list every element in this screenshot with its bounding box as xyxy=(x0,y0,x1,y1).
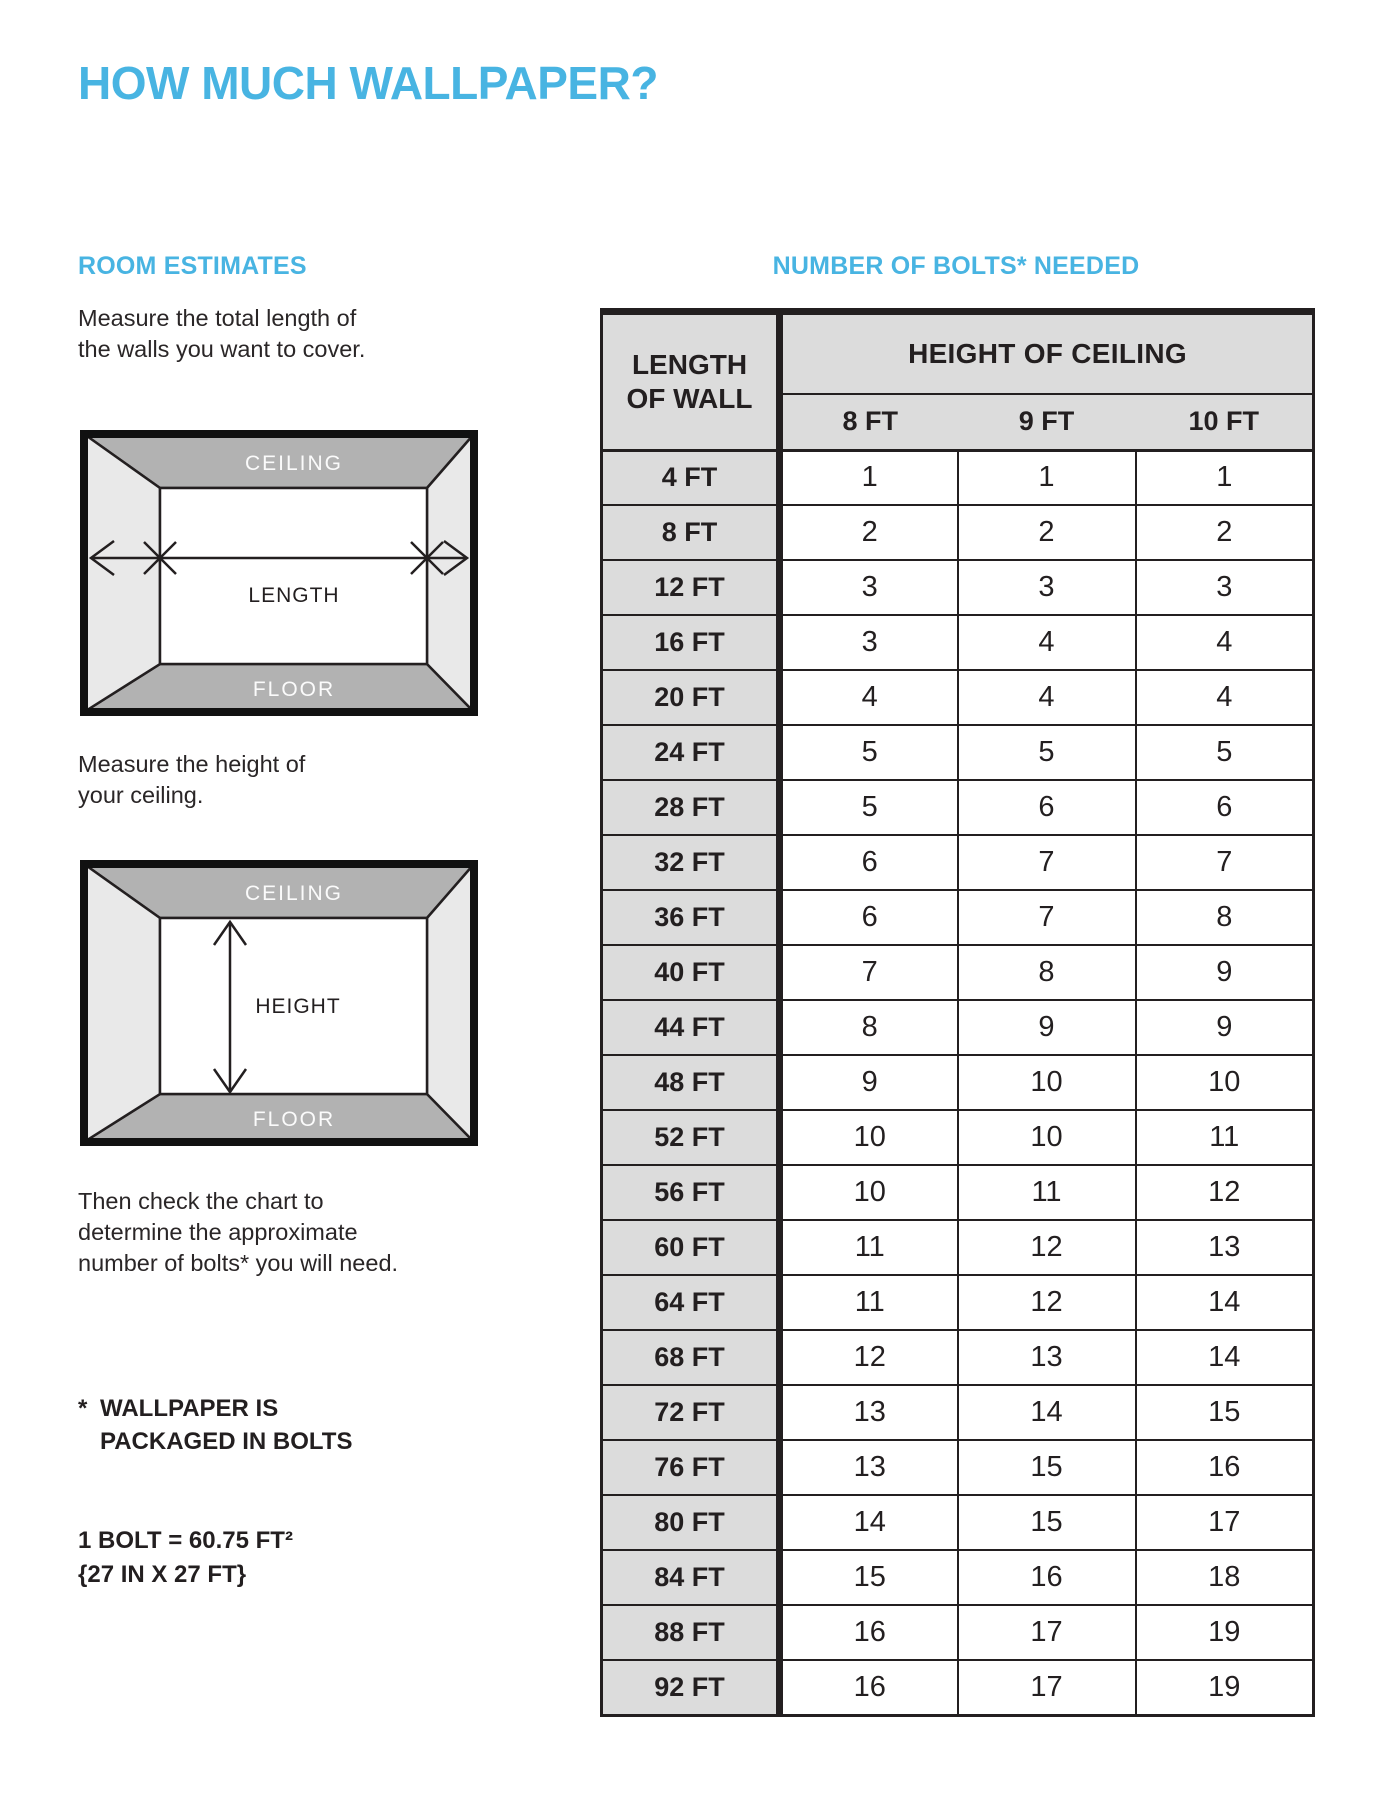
bolt-count-cell: 7 xyxy=(780,945,958,1000)
bolt-count-cell: 1 xyxy=(780,450,958,505)
wall-length-cell: 92 FT xyxy=(602,1660,780,1715)
footnote-line1: WALLPAPER IS xyxy=(100,1395,279,1422)
instruction-length xyxy=(78,303,365,365)
wall-length-cell: 72 FT xyxy=(602,1385,780,1440)
bolt-count-cell: 16 xyxy=(1136,1440,1314,1495)
bolts-needed-heading: NUMBER OF BOLTS* NEEDED xyxy=(772,252,1140,280)
bolt-count-cell: 10 xyxy=(958,1055,1136,1110)
bolt-count-cell: 18 xyxy=(1136,1550,1314,1605)
table-row xyxy=(602,615,1314,670)
wall-length-cell: 40 FT xyxy=(602,945,780,1000)
bolt-count-cell: 19 xyxy=(1136,1605,1314,1660)
bolt-count-cell: 6 xyxy=(958,780,1136,835)
asterisk: * xyxy=(78,1395,88,1422)
room-estimates-heading: ROOM ESTIMATES xyxy=(78,252,307,280)
wall-length-cell: 28 FT xyxy=(602,780,780,835)
ceiling-label: CEILING xyxy=(244,452,344,475)
bolt-count-cell: 19 xyxy=(1136,1660,1314,1715)
bolt-count-cell: 12 xyxy=(958,1275,1136,1330)
bolt-definition-line1: 1 BOLT = 60.75 FT² xyxy=(78,1527,293,1554)
bolt-count-cell: 7 xyxy=(958,890,1136,945)
bolts-table xyxy=(600,308,1315,1717)
table-row xyxy=(602,670,1314,725)
table-row xyxy=(602,560,1314,615)
height-label: HEIGHT xyxy=(255,995,341,1018)
table-row xyxy=(602,835,1314,890)
bolt-count-cell: 13 xyxy=(780,1440,958,1495)
bolt-count-cell: 11 xyxy=(1136,1110,1314,1165)
wall-length-cell: 52 FT xyxy=(602,1110,780,1165)
bolt-count-cell: 4 xyxy=(780,670,958,725)
floor-label: FLOOR xyxy=(252,678,336,701)
bolt-count-cell: 12 xyxy=(958,1220,1136,1275)
table-row xyxy=(602,1330,1314,1385)
bolt-count-cell: 13 xyxy=(1136,1220,1314,1275)
bolt-count-cell: 15 xyxy=(958,1495,1136,1550)
bolt-count-cell: 11 xyxy=(958,1165,1136,1220)
wall-length-cell: 12 FT xyxy=(602,560,780,615)
bolt-count-cell: 2 xyxy=(780,505,958,560)
instruction-height-line2: your ceiling. xyxy=(78,782,204,808)
table-row xyxy=(602,1000,1314,1055)
bolt-count-cell: 9 xyxy=(1136,945,1314,1000)
room-height-diagram xyxy=(80,860,478,1146)
bolt-count-cell: 11 xyxy=(780,1220,958,1275)
wall-length-cell: 64 FT xyxy=(602,1275,780,1330)
back-wall xyxy=(160,488,427,664)
instruction-height xyxy=(78,749,305,811)
bolt-count-cell: 8 xyxy=(1136,890,1314,945)
wall-length-cell: 4 FT xyxy=(602,450,780,505)
bolt-count-cell: 8 xyxy=(958,945,1136,1000)
instruction-chart-line1: Then check the chart to xyxy=(78,1188,324,1214)
bolt-count-cell: 11 xyxy=(780,1275,958,1330)
length-of-wall-line1: LENGTH xyxy=(631,348,748,380)
wall-length-cell: 32 FT xyxy=(602,835,780,890)
table-row xyxy=(602,1605,1314,1660)
bolt-count-cell: 14 xyxy=(780,1495,958,1550)
wall-length-cell: 48 FT xyxy=(602,1055,780,1110)
length-label: LENGTH xyxy=(248,584,340,607)
bolt-count-cell: 16 xyxy=(958,1550,1136,1605)
bolt-count-cell: 3 xyxy=(780,615,958,670)
table-row xyxy=(602,1660,1314,1715)
bolt-count-cell: 6 xyxy=(780,835,958,890)
bolt-count-cell: 3 xyxy=(958,560,1136,615)
bolt-count-cell: 12 xyxy=(780,1330,958,1385)
bolt-count-cell: 4 xyxy=(1136,670,1314,725)
wall-length-cell: 44 FT xyxy=(602,1000,780,1055)
instruction-length-line2: the walls you want to cover. xyxy=(78,336,366,362)
bolt-definition xyxy=(78,1524,293,1592)
table-row xyxy=(602,450,1314,505)
table-row xyxy=(602,1385,1314,1440)
bolt-count-cell: 17 xyxy=(1136,1495,1314,1550)
wall-length-cell: 16 FT xyxy=(602,615,780,670)
bolt-count-cell: 17 xyxy=(958,1605,1136,1660)
bolt-count-cell: 15 xyxy=(958,1440,1136,1495)
bolt-count-cell: 5 xyxy=(958,725,1136,780)
table-row xyxy=(602,945,1314,1000)
bolt-count-cell: 14 xyxy=(1136,1330,1314,1385)
bolt-count-cell: 8 xyxy=(780,1000,958,1055)
bolt-count-cell: 6 xyxy=(1136,780,1314,835)
wall-length-cell: 56 FT xyxy=(602,1165,780,1220)
instruction-chart xyxy=(78,1186,398,1279)
instruction-chart-line2: determine the approximate xyxy=(78,1219,358,1245)
bolt-definition-line2: {27 IN X 27 FT} xyxy=(78,1561,247,1588)
bolt-count-cell: 5 xyxy=(780,780,958,835)
bolt-count-cell: 3 xyxy=(780,560,958,615)
bolt-count-cell: 1 xyxy=(958,450,1136,505)
wall-length-cell: 80 FT xyxy=(602,1495,780,1550)
wall-length-cell: 60 FT xyxy=(602,1220,780,1275)
bolt-count-cell: 9 xyxy=(1136,1000,1314,1055)
bolt-count-cell: 13 xyxy=(780,1385,958,1440)
bolt-count-cell: 5 xyxy=(780,725,958,780)
table-row xyxy=(602,1440,1314,1495)
bolt-count-cell: 7 xyxy=(958,835,1136,890)
bolt-count-cell: 12 xyxy=(1136,1165,1314,1220)
wall-length-cell: 24 FT xyxy=(602,725,780,780)
wall-length-cell: 76 FT xyxy=(602,1440,780,1495)
bolt-count-cell: 14 xyxy=(958,1385,1136,1440)
bolt-count-cell: 13 xyxy=(958,1330,1136,1385)
bolt-count-cell: 10 xyxy=(780,1165,958,1220)
bolt-count-cell: 10 xyxy=(958,1110,1136,1165)
bolt-count-cell: 4 xyxy=(958,670,1136,725)
table-row xyxy=(602,1495,1314,1550)
table-row xyxy=(602,725,1314,780)
room-length-diagram xyxy=(80,430,478,716)
bolt-count-cell: 3 xyxy=(1136,560,1314,615)
bolt-count-cell: 16 xyxy=(780,1605,958,1660)
floor-label: FLOOR xyxy=(252,1108,336,1131)
bolt-count-cell: 15 xyxy=(1136,1385,1314,1440)
column-header-8ft: 8 FT xyxy=(780,394,958,450)
bolt-count-cell: 1 xyxy=(1136,450,1314,505)
footnote-line2: PACKAGED IN BOLTS xyxy=(100,1428,353,1455)
page-title: HOW MUCH WALLPAPER? xyxy=(78,57,658,109)
length-of-wall-header xyxy=(602,312,780,451)
column-header-9ft: 9 FT xyxy=(958,394,1136,450)
bolt-count-cell: 2 xyxy=(1136,505,1314,560)
ceiling-label: CEILING xyxy=(244,882,344,905)
bolt-count-cell: 10 xyxy=(780,1110,958,1165)
bolt-count-cell: 4 xyxy=(1136,615,1314,670)
table-row xyxy=(602,1550,1314,1605)
footnote-text xyxy=(100,1392,352,1458)
bolt-count-cell: 9 xyxy=(958,1000,1136,1055)
wall-length-cell: 36 FT xyxy=(602,890,780,945)
bolt-count-cell: 17 xyxy=(958,1660,1136,1715)
table-header-row-1 xyxy=(602,312,1314,395)
instruction-chart-line3: number of bolts* you will need. xyxy=(78,1250,399,1276)
table-row xyxy=(602,1110,1314,1165)
bolt-count-cell: 5 xyxy=(1136,725,1314,780)
bolt-count-cell: 6 xyxy=(780,890,958,945)
bolt-count-cell: 4 xyxy=(958,615,1136,670)
wall-length-cell: 88 FT xyxy=(602,1605,780,1660)
wall-length-cell: 68 FT xyxy=(602,1330,780,1385)
bolt-count-cell: 7 xyxy=(1136,835,1314,890)
table-row xyxy=(602,1055,1314,1110)
table-row xyxy=(602,1275,1314,1330)
instruction-length-line1: Measure the total length of xyxy=(78,305,357,331)
bolt-count-cell: 2 xyxy=(958,505,1136,560)
table-row xyxy=(602,1220,1314,1275)
wallpaper-footnote xyxy=(78,1392,352,1458)
table-row xyxy=(602,780,1314,835)
table-row xyxy=(602,890,1314,945)
instruction-height-line1: Measure the height of xyxy=(78,751,306,777)
bolt-count-cell: 9 xyxy=(780,1055,958,1110)
column-header-10ft: 10 FT xyxy=(1136,394,1314,450)
wall-length-cell: 84 FT xyxy=(602,1550,780,1605)
bolt-count-cell: 16 xyxy=(780,1660,958,1715)
wall-length-cell: 20 FT xyxy=(602,670,780,725)
bolt-count-cell: 15 xyxy=(780,1550,958,1605)
bolt-count-cell: 14 xyxy=(1136,1275,1314,1330)
height-of-ceiling-header: HEIGHT OF CEILING xyxy=(780,312,1314,395)
wall-length-cell: 8 FT xyxy=(602,505,780,560)
bolt-count-cell: 10 xyxy=(1136,1055,1314,1110)
table-row xyxy=(602,505,1314,560)
table-row xyxy=(602,1165,1314,1220)
bolts-table-body xyxy=(602,450,1314,1715)
length-of-wall-line2: OF WALL xyxy=(626,382,753,414)
